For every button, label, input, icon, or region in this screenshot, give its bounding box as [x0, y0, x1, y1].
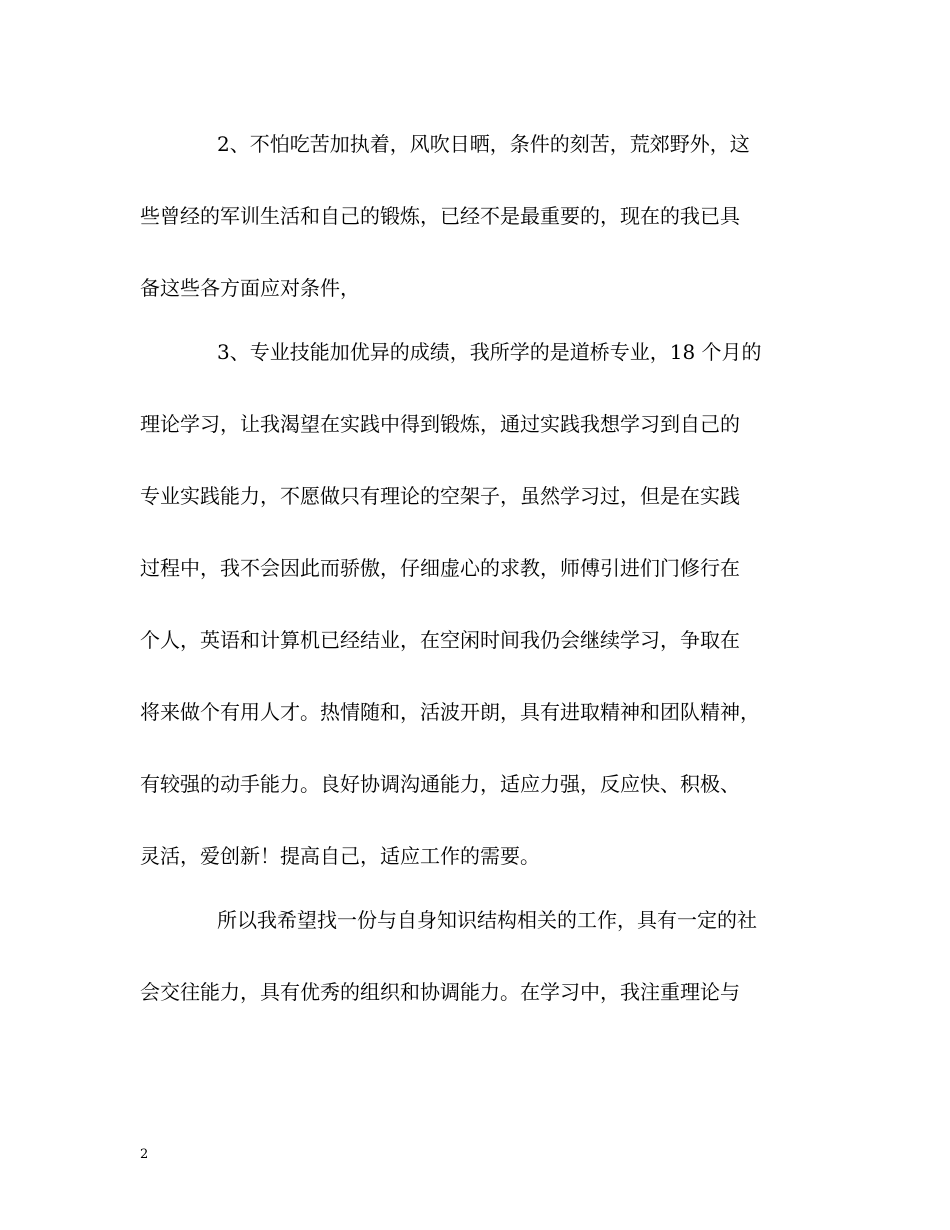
page-number: 2 [140, 1147, 149, 1162]
text-line: 所以我希望找一份与自身知识结构相关的工作，具有一定的社 [217, 908, 757, 932]
text-line: 过程中，我不会因此而骄傲，仔细虚心的求教，师傅引进们门修行在 [140, 556, 740, 580]
text-line: 有较强的动手能力。良好协调沟通能力，适应力强，反应快、积极、 [140, 772, 740, 796]
text-line: 些曾经的军训生活和自己的锻炼，已经不是最重要的，现在的我已具 [140, 204, 740, 228]
text-line: 灵活，爱创新！提高自己，适应工作的需要。 [140, 844, 540, 868]
text-line: 专业实践能力，不愿做只有理论的空架子，虽然学习过，但是在实践 [140, 484, 740, 508]
text-line: 2、不怕吃苦加执着，风吹日晒，条件的刻苦，荒郊野外，这 [217, 132, 750, 156]
text-line: 个人，英语和计算机已经结业，在空闲时间我仍会继续学习，争取在 [140, 628, 740, 652]
text-line: 将来做个有用人才。热情随和，活波开朗，具有进取精神和团队精神， [140, 700, 760, 724]
text-line: 备这些各方面应对条件， [140, 276, 360, 300]
text-line: 理论学习，让我渴望在实践中得到锻炼，通过实践我想学习到自己的 [140, 412, 740, 436]
text-line: 会交往能力，具有优秀的组织和协调能力。在学习中，我注重理论与 [140, 980, 740, 1004]
text-line: 3、专业技能加优异的成绩，我所学的是道桥专业，18 个月的 [217, 340, 762, 364]
